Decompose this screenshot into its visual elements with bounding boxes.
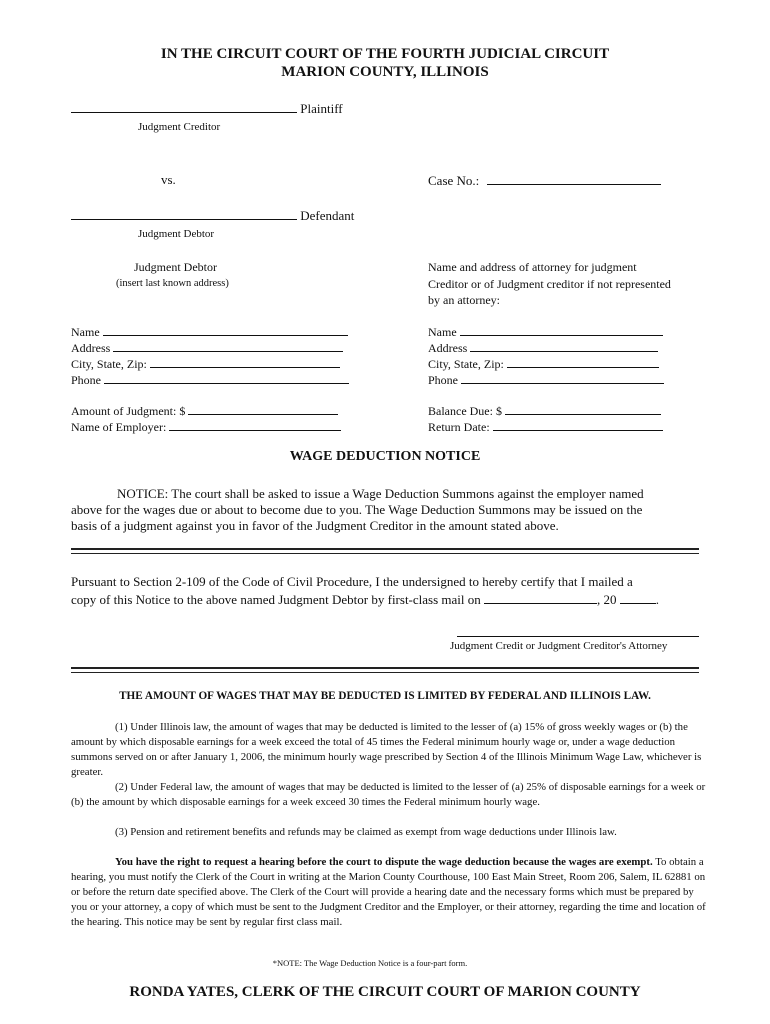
debtor-name-field[interactable] — [103, 323, 348, 336]
defendant-line — [71, 207, 354, 224]
attorney-name-field[interactable] — [460, 323, 663, 336]
return-date-label: Return Date: — [428, 420, 490, 434]
court-title-line1: IN THE CIRCUIT COURT OF THE FOURTH JUDICIAL CIRCUIT — [160, 46, 610, 62]
debtor-city-row — [71, 355, 340, 372]
debtor-phone-label: Phone — [71, 373, 101, 387]
employer-row — [71, 418, 341, 435]
debtor-address-row — [71, 339, 343, 356]
certification-line1: Pursuant to Section 2-109 of the Code of Civil Procedure, I the undersigned to hereby certify that I mailed a — [71, 574, 633, 589]
certification-year-prefix: , 20 — [597, 592, 617, 607]
court-title-line2: MARION COUNTY, ILLINOIS — [281, 64, 489, 80]
attorney-address-label: Address — [428, 341, 468, 355]
debtor-sublabel: Judgment Debtor — [138, 228, 215, 240]
wages-p1-text: (1) Under Illinois law, the amount of wages that may be deducted is limited to the lesser of (a) 15% of gross weekly wages or (b) the amount by which disposable earnings for a week exceed the total of 45 times the Federal minimum hourly wage or, under a wage deduction summons served on or after January 1, 2006, the minimum hourly wage prescribed by Section 4 of the Illinois Minimum Wage Law, whichever is greater. — [71, 721, 702, 778]
certification-line2 — [71, 591, 659, 608]
notice-line1: NOTICE: The court shall be asked to issue a Wage Deduction Summons against the employer named — [117, 486, 644, 501]
wages-p4-text — [71, 855, 711, 930]
notice-title: WAGE DEDUCTION NOTICE — [289, 449, 481, 464]
attorney-phone-row — [428, 371, 664, 388]
plaintiff-field[interactable] — [71, 100, 297, 113]
debtor-city-label: City, State, Zip: — [71, 357, 147, 371]
wages-paragraph-2 — [71, 780, 711, 810]
attorney-address-field[interactable] — [470, 339, 658, 352]
case-no-label: Case No.: — [428, 173, 480, 188]
case-no-field[interactable] — [487, 172, 661, 185]
attorney-address-row — [428, 339, 658, 356]
wages-p2-text: (2) Under Federal law, the amount of wages that may be deducted is limited to the lesser of (a) 25% of disposable earnings for a week or (b) the amount by which disposable earnings for a week exceed 30 times the Federal minimum hourly wage. — [71, 781, 706, 808]
case-no-line — [428, 172, 661, 189]
plaintiff-label: Plaintiff — [300, 101, 343, 116]
wages-paragraph-4 — [71, 855, 711, 930]
notice-line3: basis of a judgment against you in favor of the Judgment Creditor in the amount stated above. — [71, 518, 559, 533]
return-date-row — [428, 418, 663, 435]
defendant-field[interactable] — [71, 207, 297, 220]
section-divider-1 — [71, 548, 699, 554]
certification-line2-text: copy of this Notice to the above named Judgment Debtor by first-class mail on — [71, 592, 481, 607]
attorney-city-field[interactable] — [507, 355, 659, 368]
section-divider-2 — [71, 667, 699, 673]
debtor-block-title: Judgment Debtor — [134, 260, 217, 274]
vs-label: vs. — [161, 172, 176, 187]
attorney-title-line1: Name and address of attorney for judgment — [428, 260, 637, 274]
judgment-amount-row — [71, 402, 338, 419]
debtor-address-label: Address — [71, 341, 111, 355]
debtor-name-row — [71, 323, 348, 340]
attorney-name-row — [428, 323, 663, 340]
debtor-city-field[interactable] — [150, 355, 340, 368]
hearing-instructions: To obtain a hearing, you must notify the Clerk of the Court in writing at the Marion County Courthouse, 100 East Main Street, Room 206, Salem, IL 62881 on or before the return date specified above. The Clerk of the Court will provide a hearing date and the necessary forms which must be prepared by you or your attorney, a copy of which must be sent to the Judgment Creditor and the Employer, or their attorney, regarding the time and location of the hearing. This notice may be sent by regular first class mail. — [71, 856, 706, 928]
mail-year-field[interactable] — [620, 591, 656, 604]
defendant-label: Defendant — [300, 208, 355, 223]
plaintiff-line — [71, 100, 343, 117]
signature-line[interactable] — [457, 636, 699, 637]
hearing-right-statement: You have the right to request a hearing before the court to dispute the wage deduction because the wages are exempt. — [115, 856, 653, 868]
attorney-phone-label: Phone — [428, 373, 458, 387]
balance-due-row — [428, 402, 661, 419]
certification-period: . — [655, 592, 660, 607]
wages-heading: THE AMOUNT OF WAGES THAT MAY BE DEDUCTED IS LIMITED BY FEDERAL AND ILLINOIS LAW. — [119, 690, 651, 702]
debtor-name-label: Name — [71, 325, 100, 339]
debtor-address-field[interactable] — [113, 339, 343, 352]
wages-paragraph-3 — [71, 825, 711, 840]
signature-caption: Judgment Credit or Judgment Creditor's Attorney — [450, 640, 668, 652]
notice-line2: above for the wages due or about to become due to you. The Wage Deduction Summons may be issued on the — [71, 502, 643, 517]
employer-label: Name of Employer: — [71, 420, 167, 434]
attorney-city-label: City, State, Zip: — [428, 357, 504, 371]
employer-field[interactable] — [169, 418, 341, 431]
judgment-amount-label: Amount of Judgment: $ — [71, 404, 186, 418]
attorney-title-line3: by an attorney: — [428, 293, 500, 307]
attorney-name-label: Name — [428, 325, 457, 339]
debtor-block-subtitle: (insert last known address) — [116, 278, 229, 289]
creditor-sublabel: Judgment Creditor — [138, 121, 221, 133]
wages-p3-text: (3) Pension and retirement benefits and refunds may be claimed as exempt from wage deductions under Illinois law. — [115, 826, 617, 838]
debtor-phone-row — [71, 371, 349, 388]
attorney-phone-field[interactable] — [461, 371, 664, 384]
balance-due-label: Balance Due: $ — [428, 404, 502, 418]
return-date-field[interactable] — [493, 418, 663, 431]
mail-date-field[interactable] — [484, 591, 597, 604]
balance-due-field[interactable] — [505, 402, 661, 415]
form-note: *NOTE: The Wage Deduction Notice is a four-part form. — [272, 958, 468, 968]
attorney-title-line2: Creditor or of Judgment creditor if not represented — [428, 277, 671, 291]
debtor-phone-field[interactable] — [104, 371, 349, 384]
judgment-amount-field[interactable] — [188, 402, 338, 415]
wages-paragraph-1 — [71, 720, 711, 780]
attorney-city-row — [428, 355, 659, 372]
clerk-footer: RONDA YATES, CLERK OF THE CIRCUIT COURT OF MARION COUNTY — [129, 984, 641, 1000]
